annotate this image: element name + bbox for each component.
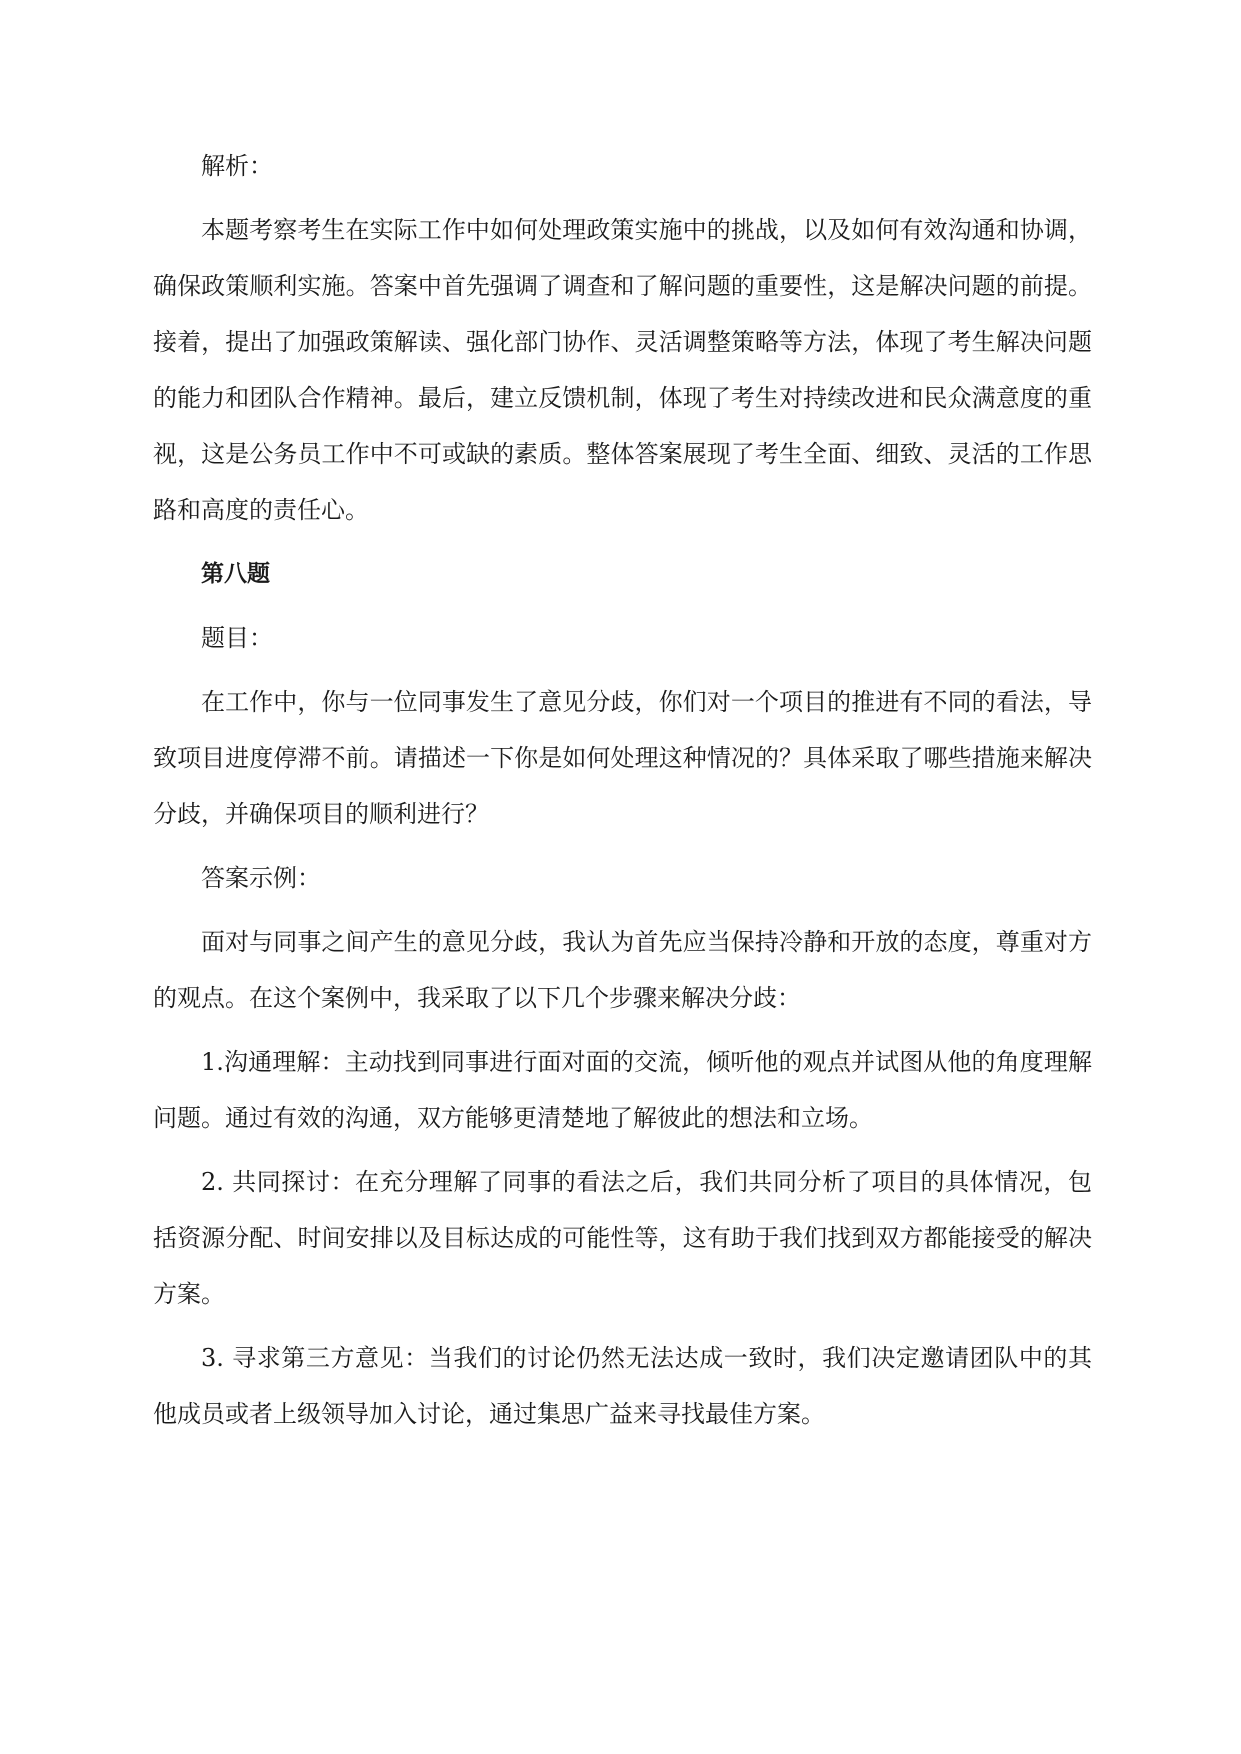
- answer-step-2: 2. 共同探讨：在充分理解了同事的看法之后，我们共同分析了项目的具体情况，包括资源分配、时间安排以及目标达成的可能性等，这有助于我们找到双方都能接受的解决方案。: [153, 1168, 1092, 1308]
- document-body: [153, 138, 1092, 1450]
- answer-step-3: 3. 寻求第三方意见：当我们的讨论仍然无法达成一致时，我们决定邀请团队中的其他成员或者上级领导加入讨论，通过集思广益来寻找最佳方案。: [153, 1344, 1092, 1428]
- analysis-paragraph: 本题考察考生在实际工作中如何处理政策实施中的挑战，以及如何有效沟通和协调，确保政策顺利实施。答案中首先强调了调查和了解问题的重要性，这是解决问题的前提。接着，提出了加强政策解读、强化部门协作、灵活调整策略等方法，体现了考生解决问题的能力和团队合作精神。最后，建立反馈机制，体现了考生对持续改进和民众满意度的重视，这是公务员工作中不可或缺的素质。整体答案展现了考生全面、细致、灵活的工作思路和高度的责任心。: [153, 216, 1092, 524]
- answer-intro-paragraph: 面对与同事之间产生的意见分歧，我认为首先应当保持冷静和开放的态度，尊重对方的观点。在这个案例中，我采取了以下几个步骤来解决分歧：: [153, 928, 1092, 1012]
- answer-label: 答案示例：: [201, 864, 321, 892]
- question-heading: 第八题: [201, 561, 270, 587]
- analysis-label: 解析：: [201, 152, 273, 180]
- answer-step-1: 1.沟通理解：主动找到同事进行面对面的交流，倾听他的观点并试图从他的角度理解问题。通过有效的沟通，双方能够更清楚地了解彼此的想法和立场。: [153, 1048, 1092, 1132]
- question-paragraph: 在工作中，你与一位同事发生了意见分歧，你们对一个项目的推进有不同的看法，导致项目进度停滞不前。请描述一下你是如何处理这种情况的？具体采取了哪些措施来解决分歧，并确保项目的顺利进行？: [153, 688, 1092, 828]
- question-label: 题目：: [201, 624, 273, 652]
